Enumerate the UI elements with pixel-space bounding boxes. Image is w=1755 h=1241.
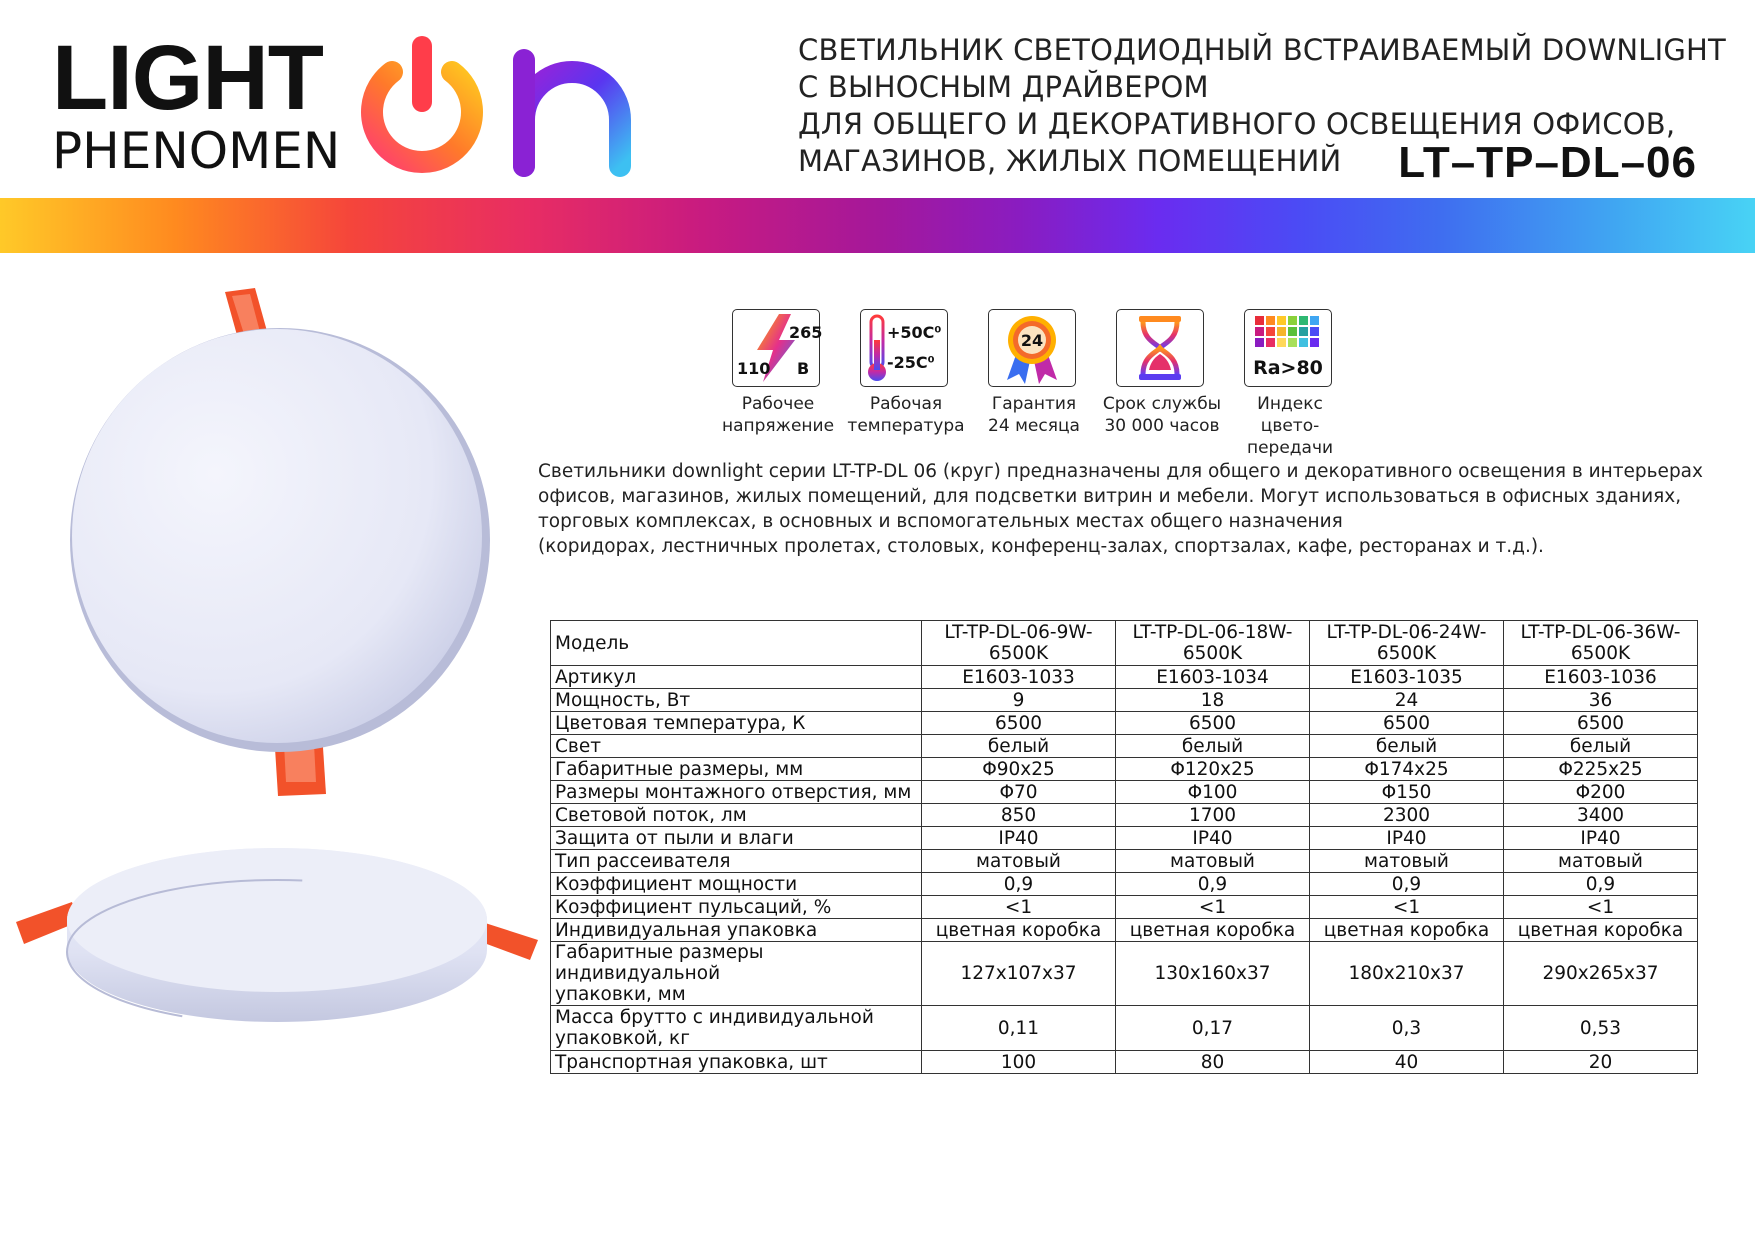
product-front-image <box>60 282 500 802</box>
svg-text:+50C⁰: +50C⁰ <box>887 323 942 342</box>
table-cell: 180x210x37 <box>1310 942 1504 1006</box>
table-cell: <1 <box>1504 896 1698 919</box>
table-cell: 290x265x37 <box>1504 942 1698 1006</box>
table-cell: 36 <box>1504 689 1698 712</box>
table-row <box>551 1006 1698 1051</box>
table-cell: Φ174x25 <box>1310 758 1504 781</box>
table-cell: белый <box>1504 735 1698 758</box>
table-cell: E1603-1034 <box>1116 666 1310 689</box>
svg-text:В: В <box>797 359 810 378</box>
table-cell: 100 <box>922 1051 1116 1074</box>
table-cell-param: Транспортная упаковка, шт <box>551 1051 922 1074</box>
table-cell-param: Свет <box>551 735 922 758</box>
hourglass-icon <box>1116 309 1204 387</box>
svg-text:Ra>80: Ra>80 <box>1253 357 1323 379</box>
table-row <box>551 735 1698 758</box>
table-cell: белый <box>1310 735 1504 758</box>
table-cell: E1603-1035 <box>1310 666 1504 689</box>
title-line: СВЕТИЛЬНИК СВЕТОДИОДНЫЙ ВСТРАИВАЕМЫЙ DOWNLIGHT <box>798 33 1726 67</box>
table-cell: 18 <box>1116 689 1310 712</box>
description-line: (коридорах, лестничных пролетах, столовых, конференц-залах, спортзалах, кафе, ресторанах и т.д.). <box>538 536 1544 557</box>
table-cell: Φ90x25 <box>922 758 1116 781</box>
table-header-model: LT-TP-DL-06-24W- 6500K <box>1310 621 1504 666</box>
table-cell: Φ70 <box>922 781 1116 804</box>
table-cell: 0,17 <box>1116 1006 1310 1051</box>
table-cell: <1 <box>1116 896 1310 919</box>
logo-word-phenomen: PHENOMEN <box>52 122 341 180</box>
table-cell: 0,11 <box>922 1006 1116 1051</box>
table-row <box>551 781 1698 804</box>
table-cell: Φ150 <box>1310 781 1504 804</box>
table-cell: 40 <box>1310 1051 1504 1074</box>
table-cell: цветная коробка <box>1504 919 1698 942</box>
model-code: LT–TP–DL–06 <box>1398 138 1697 187</box>
feature-label: Индекс цвето- передачи <box>1246 394 1334 458</box>
title-line: С ВЫНОСНЫМ ДРАЙВЕРОМ <box>798 70 1209 104</box>
table-cell: 0,9 <box>1504 873 1698 896</box>
table-cell-param: Световой поток, лм <box>551 804 922 827</box>
table-cell: E1603-1033 <box>922 666 1116 689</box>
table-cell: Φ225x25 <box>1504 758 1698 781</box>
logo-word-light: LIGHT <box>52 27 323 129</box>
svg-text:-25C⁰: -25C⁰ <box>887 353 935 372</box>
table-cell: белый <box>922 735 1116 758</box>
color-rendering-icon <box>1244 309 1332 387</box>
table-cell: 24 <box>1310 689 1504 712</box>
table-row <box>551 827 1698 850</box>
product-side-image <box>12 822 542 1022</box>
feature-label: Рабочее напряжение <box>721 394 835 436</box>
table-row <box>551 896 1698 919</box>
table-cell: матовый <box>1504 850 1698 873</box>
table-cell: Φ200 <box>1504 781 1698 804</box>
spec-table <box>550 620 1698 1074</box>
table-cell: IP40 <box>922 827 1116 850</box>
rainbow-gradient-bar <box>0 198 1755 253</box>
table-row <box>551 712 1698 735</box>
description-line: торговых комплексах, в основных и вспомогательных местах общего назначения <box>538 511 1343 532</box>
description-line: Светильники downlight серии LT-TP-DL 06 (круг) предназначены для общего и декоративного освещения в интерьерах <box>538 461 1703 482</box>
table-cell: 80 <box>1116 1051 1310 1074</box>
table-row <box>551 919 1698 942</box>
table-cell: 850 <box>922 804 1116 827</box>
table-cell: Φ100 <box>1116 781 1310 804</box>
table-cell: 130x160x37 <box>1116 942 1310 1006</box>
table-row <box>551 804 1698 827</box>
table-cell-param: Габаритные размеры, мм <box>551 758 922 781</box>
table-row <box>551 758 1698 781</box>
voltage-icon <box>732 309 823 387</box>
table-cell: 0,9 <box>922 873 1116 896</box>
table-header-model: LT-TP-DL-06-18W- 6500K <box>1116 621 1310 666</box>
thermometer-icon <box>860 309 948 387</box>
table-cell: 0,3 <box>1310 1006 1504 1051</box>
table-cell: IP40 <box>1310 827 1504 850</box>
table-cell: 0,9 <box>1310 873 1504 896</box>
svg-text:265: 265 <box>789 323 823 342</box>
table-cell-param: Габаритные размеры индивидуальной упаковки, мм <box>551 942 922 1006</box>
table-header-model: LT-TP-DL-06-36W- 6500K <box>1504 621 1698 666</box>
table-cell: матовый <box>922 850 1116 873</box>
svg-text:24: 24 <box>1020 331 1044 350</box>
table-cell: 20 <box>1504 1051 1698 1074</box>
table-header-label: Модель <box>551 621 922 666</box>
warranty-medal-icon <box>988 309 1076 387</box>
product-description <box>538 459 1738 559</box>
feature-label: Гарантия 24 месяца <box>988 394 1080 436</box>
table-row <box>551 873 1698 896</box>
title-line: ДЛЯ ОБЩЕГО И ДЕКОРАТИВНОГО ОСВЕЩЕНИЯ ОФИСОВ, <box>798 107 1676 141</box>
table-cell: 6500 <box>1504 712 1698 735</box>
table-row <box>551 666 1698 689</box>
logo-on-power-icon <box>352 30 682 180</box>
title-line: МАГАЗИНОВ, ЖИЛЫХ ПОМЕЩЕНИЙ <box>798 144 1342 178</box>
table-cell: 3400 <box>1504 804 1698 827</box>
description-line: офисов, магазинов, жилых помещений, для подсветки витрин и мебели. Могут использоваться в офисных зданиях, <box>538 486 1682 507</box>
table-cell: IP40 <box>1504 827 1698 850</box>
table-cell-param: Мощность, Вт <box>551 689 922 712</box>
table-cell: 6500 <box>922 712 1116 735</box>
table-cell: белый <box>1116 735 1310 758</box>
table-header-row <box>551 621 1698 666</box>
table-row <box>551 850 1698 873</box>
table-cell: <1 <box>1310 896 1504 919</box>
table-cell: матовый <box>1310 850 1504 873</box>
table-cell-param: Коэффициент мощности <box>551 873 922 896</box>
table-cell-param: Индивидуальная упаковка <box>551 919 922 942</box>
table-cell: 1700 <box>1116 804 1310 827</box>
table-cell: 6500 <box>1116 712 1310 735</box>
svg-text:110: 110 <box>737 359 771 378</box>
table-cell: 0,53 <box>1504 1006 1698 1051</box>
table-cell: 0,9 <box>1116 873 1310 896</box>
table-cell: цветная коробка <box>1310 919 1504 942</box>
table-cell: цветная коробка <box>922 919 1116 942</box>
table-header-model: LT-TP-DL-06-9W- 6500K <box>922 621 1116 666</box>
table-cell: Φ120x25 <box>1116 758 1310 781</box>
table-cell-param: Цветовая температура, К <box>551 712 922 735</box>
table-cell: IP40 <box>1116 827 1310 850</box>
table-cell-param: Тип рассеивателя <box>551 850 922 873</box>
table-row <box>551 942 1698 1006</box>
feature-label: Рабочая температура <box>847 394 965 436</box>
table-cell-param: Коэффициент пульсаций, % <box>551 896 922 919</box>
table-cell-param: Артикул <box>551 666 922 689</box>
feature-label: Срок службы 30 000 часов <box>1102 394 1222 436</box>
table-cell: <1 <box>922 896 1116 919</box>
table-cell-param: Масса брутто с индивидуальной упаковкой, кг <box>551 1006 922 1051</box>
table-row <box>551 689 1698 712</box>
brand-logo <box>52 27 632 180</box>
table-cell: цветная коробка <box>1116 919 1310 942</box>
table-cell: E1603-1036 <box>1504 666 1698 689</box>
table-cell: 127x107x37 <box>922 942 1116 1006</box>
table-cell: 2300 <box>1310 804 1504 827</box>
table-cell: 9 <box>922 689 1116 712</box>
table-cell-param: Размеры монтажного отверстия, мм <box>551 781 922 804</box>
table-cell-param: Защита от пыли и влаги <box>551 827 922 850</box>
table-cell: матовый <box>1116 850 1310 873</box>
table-cell: 6500 <box>1310 712 1504 735</box>
table-row <box>551 1051 1698 1074</box>
